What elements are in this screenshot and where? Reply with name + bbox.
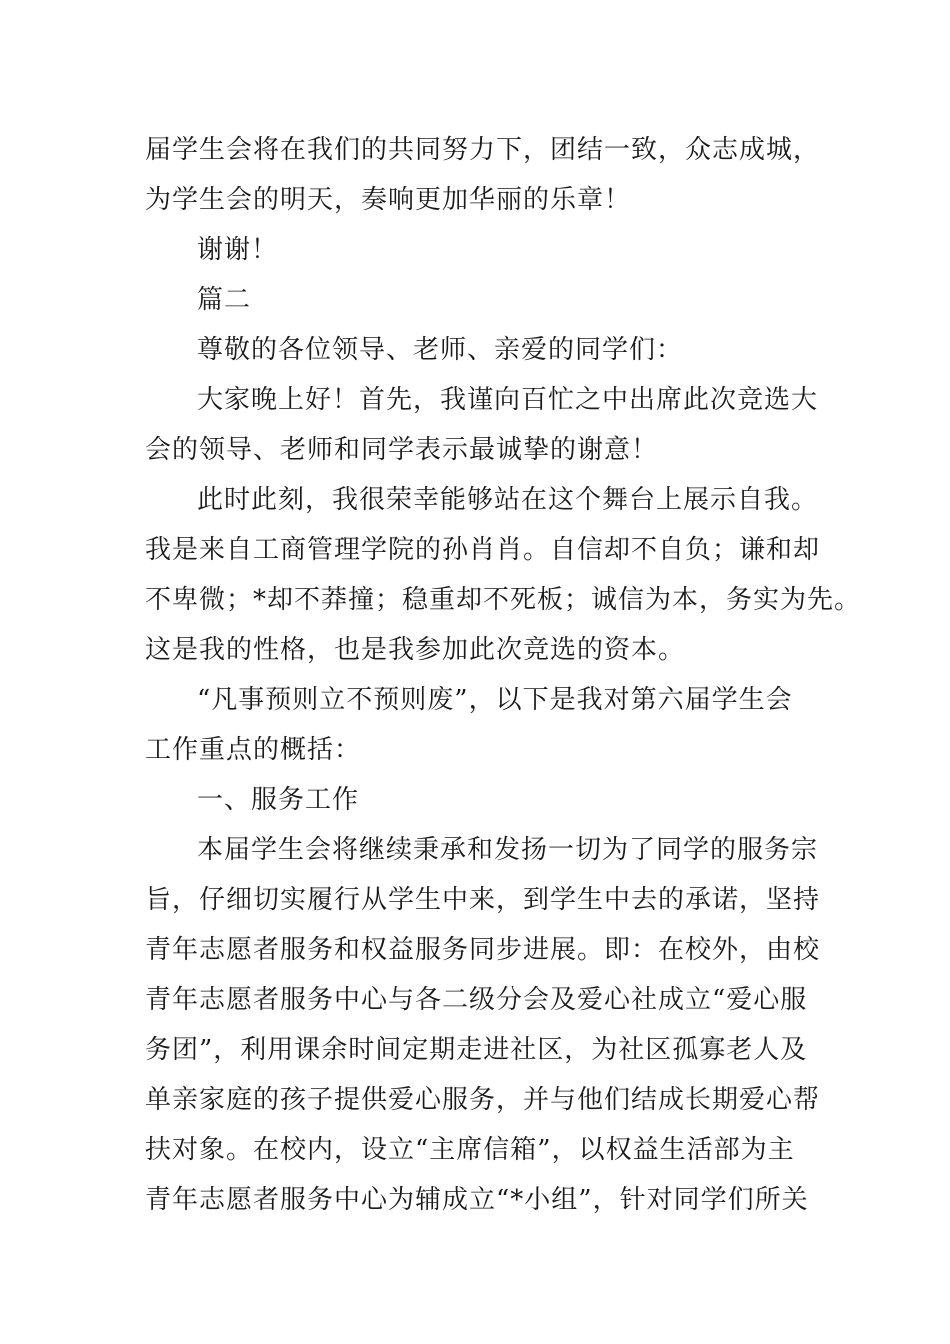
text-line: 青年志愿者服务中心与各二级分会及爱心社成立“爱心服 <box>145 985 808 1015</box>
text-line: 旨，仔细切实履行从学生中来，到学生中去的承诺，坚持 <box>145 885 821 915</box>
text-line: 为学生会的明天，奏响更加华丽的乐章！ <box>145 185 632 215</box>
text-line: 扶对象。在校内，设立“主席信箱”，以权益生活部为主 <box>145 1135 795 1165</box>
section-heading: 篇二 <box>197 285 252 315</box>
text-line: 单亲家庭的孩子提供爱心服务，并与他们结成长期爱心帮 <box>145 1085 821 1115</box>
text-line: 工作重点的概括： <box>145 735 362 765</box>
text-line: “凡事预则立不预则废”，以下是我对第六届学生会 <box>197 685 793 715</box>
text-line: 务团”，利用课余时间定期走进社区，为社区孤寡老人及 <box>145 1035 808 1065</box>
text-line: 这是我的性格，也是我参加此次竞选的资本。 <box>145 635 686 665</box>
text-line: 大家晚上好！首先，我谨向百忙之中出席此次竞选大 <box>197 385 819 415</box>
subsection-heading: 一、服务工作 <box>197 785 360 815</box>
text-line: 青年志愿者服务中心为辅成立“*小组”，针对同学们所关 <box>145 1185 809 1215</box>
text-line: 此时此刻，我很荣幸能够站在这个舞台上展示自我。 <box>197 485 819 515</box>
text-line: 届学生会将在我们的共同努力下，团结一致，众志成城， <box>145 135 821 165</box>
text-line: 不卑微；*却不莽撞；稳重却不死板；诚信为本，务实为先。 <box>145 585 862 615</box>
text-line: 谢谢！ <box>197 235 279 265</box>
text-line: 会的领导、老师和同学表示最诚挚的谢意！ <box>145 435 659 465</box>
text-line: 本届学生会将继续秉承和发扬一切为了同学的服务宗 <box>197 835 819 865</box>
text-line: 我是来自工商管理学院的孙肖肖。自信却不自负；谦和却 <box>145 535 821 565</box>
salutation: 尊敬的各位领导、老师、亲爱的同学们： <box>197 335 684 365</box>
text-line: 青年志愿者服务和权益服务同步进展。即：在校外，由校 <box>145 935 821 965</box>
